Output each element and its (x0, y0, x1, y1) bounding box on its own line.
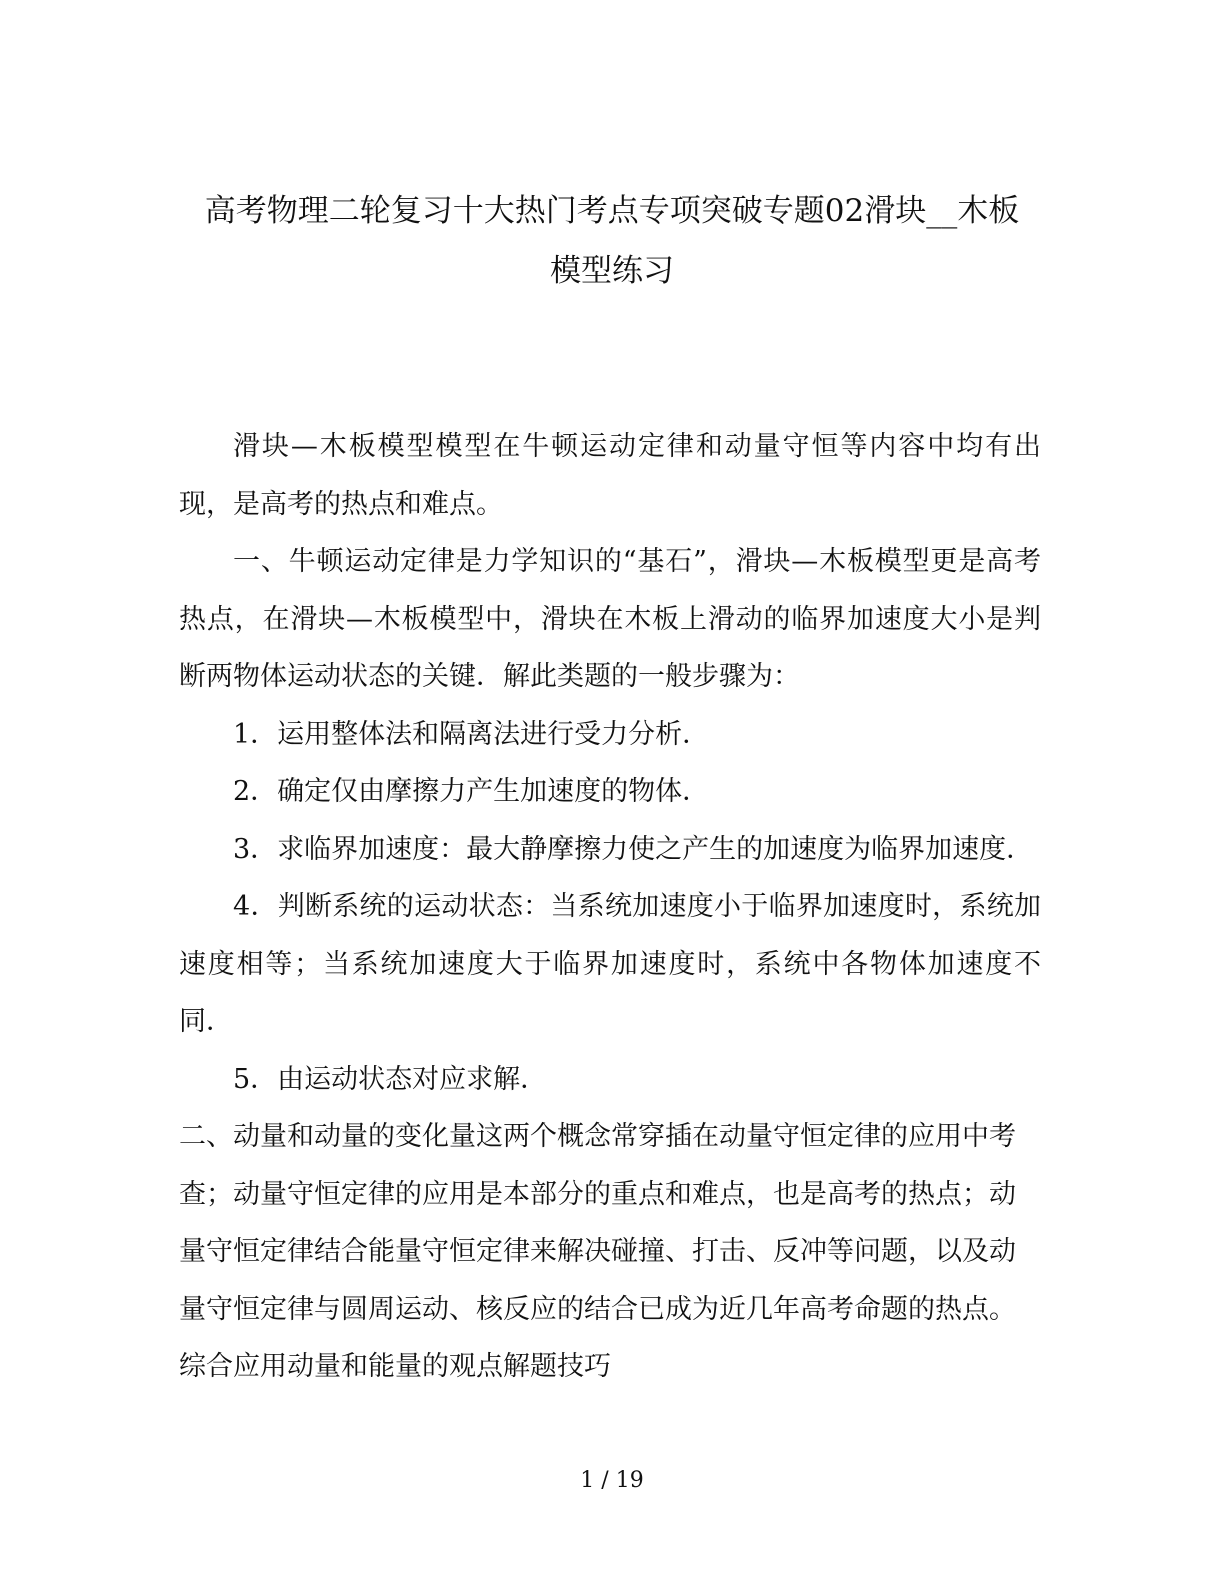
document-body (179, 418, 1041, 1396)
list-item-step-1: 1．运用整体法和隔离法进行受力分析． (233, 718, 710, 750)
paragraph-section-one: 一、牛顿运动定律是力学知识的“基石”，滑块—木板模型更是高考热点，在滑块—木板模型中，滑块在木板上滑动的临界加速度大小是判断两物体运动状态的关键．解此类题的一般步骤为： (179, 546, 1041, 692)
page-number: 1 / 19 (580, 1468, 644, 1493)
paragraph-intro: 滑块—木板模型模型在牛顿运动定律和动量守恒等内容中均有出现，是高考的热点和难点。 (179, 431, 1041, 520)
list-item-step-3: 3．求临界加速度：最大静摩擦力使之产生的加速度为临界加速度． (233, 833, 1034, 865)
title-line-2: 模型练习 (550, 253, 674, 289)
list-item-step-5: 5．由运动状态对应求解． (233, 1063, 548, 1095)
title-line-1: 高考物理二轮复习十大热门考点专项突破专题02滑块__木板 (204, 193, 1020, 229)
document-title (150, 181, 1074, 301)
list-item-step-4: 4．判断系统的运动状态：当系统加速度小于临界加速度时，系统加速度相等；当系统加速度大于临界加速度时，系统中各物体加速度不同． (179, 891, 1041, 1037)
paragraph-section-two: 二、动量和动量的变化量这两个概念常穿插在动量守恒定律的应用中考查；动量守恒定律的应用是本部分的重点和难点，也是高考的热点；动量守恒定律结合能量守恒定律来解决碰撞、打击、反冲等问题，以及动量守恒定律与圆周运动、核反应的结合已成为近几年高考命题的热点。综合应用动量和能量的观点解题技巧 (179, 1121, 1016, 1382)
list-item-step-2: 2．确定仅由摩擦力产生加速度的物体． (233, 776, 710, 807)
